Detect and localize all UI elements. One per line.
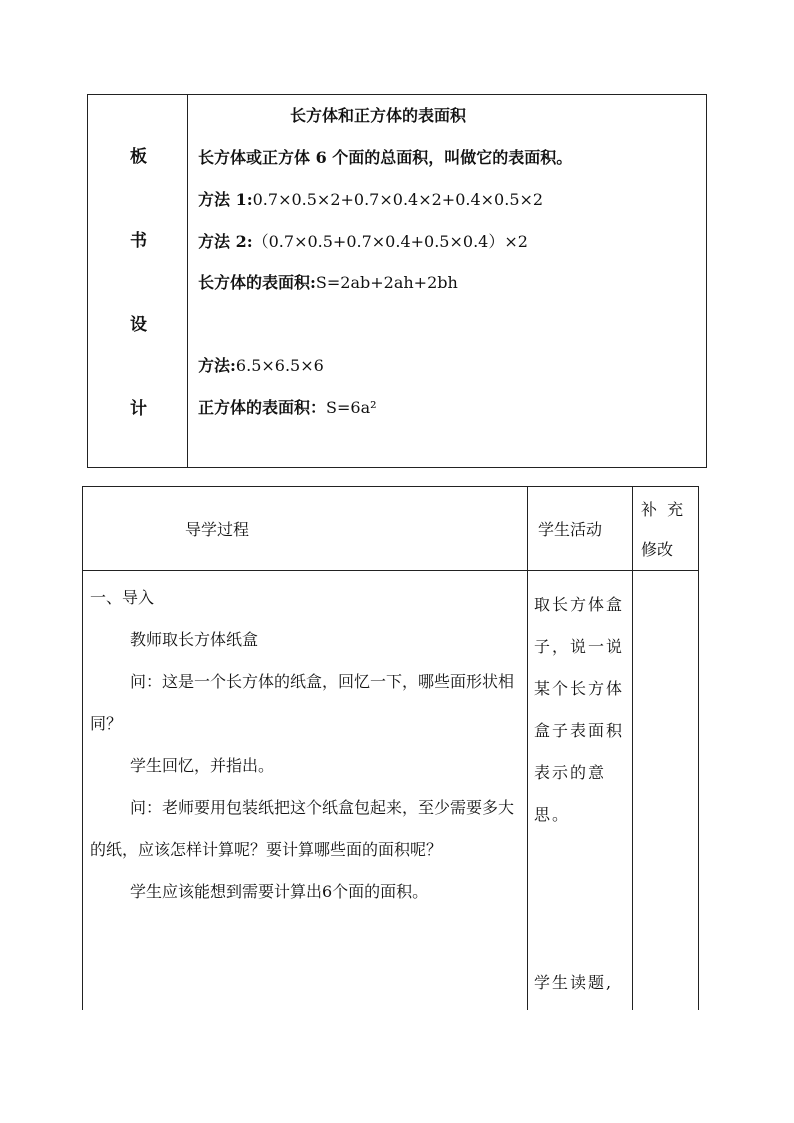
method-2 [198, 231, 528, 253]
cube-formula: S=6a² [326, 398, 377, 417]
process-content [90, 577, 522, 913]
activity-content [534, 584, 627, 1004]
method-1-label: 方法 1: [198, 190, 253, 209]
process-paragraph: 学生回忆，并指出。 [130, 756, 275, 775]
cube-formula-label: 正方体的表面积： [198, 398, 327, 417]
process-paragraph: 问：这是一个长方体的纸盒，回忆一下，哪些面形状相同？ [90, 672, 515, 733]
board-content [198, 95, 700, 467]
method-1 [198, 189, 543, 211]
column-divider [527, 487, 528, 1010]
method-2-formula: （0.7×0.5+0.7×0.4+0.5×0.4）×2 [252, 232, 528, 251]
method-1-formula: 0.7×0.5×2+0.7×0.4×2+0.4×0.5×2 [252, 190, 544, 209]
activity-paragraph: 取长方体盒子，说一说某个长方体盒子表面积表示的意思。 [534, 595, 625, 824]
header-activity: 学生活动 [538, 520, 603, 539]
board-title: 长方体和正方体的表面积 [290, 106, 467, 125]
cuboid-formula-line [198, 272, 458, 294]
header-supplement-line-1: 补 充 [641, 500, 684, 519]
header-process: 导学过程 [185, 520, 250, 539]
board-design-table [87, 94, 707, 468]
method-3-formula: 6.5×6.5×6 [235, 356, 324, 375]
cuboid-formula-label: 长方体的表面积: [198, 273, 316, 292]
cube-formula-line [198, 397, 377, 419]
process-paragraph: 一、导入 [90, 588, 155, 607]
process-paragraph: 问：老师要用包装纸把这个纸盒包起来，至少需要多大的纸，应该怎样计算呢？要计算哪些面的面积呢？ [90, 798, 515, 859]
activity-paragraph: 学生读题, [534, 973, 614, 992]
column-divider [632, 487, 633, 1010]
surface-area-definition: 长方体或正方体 6 个面的总面积，叫做它的表面积。 [198, 148, 573, 167]
board-side-char: 书 [130, 231, 147, 251]
lesson-process-table [82, 486, 699, 1010]
cuboid-formula: S=2ab+2ah+2bh [315, 273, 458, 292]
header-supplement-line-2: 修改 [641, 540, 674, 559]
board-side-char: 板 [130, 147, 147, 167]
method-3-label: 方法: [198, 356, 236, 375]
process-paragraph: 教师取长方体纸盒 [130, 630, 259, 649]
board-side-char: 计 [130, 399, 147, 419]
header-divider [83, 570, 698, 571]
board-side-column [88, 95, 188, 467]
process-paragraph: 学生应该能想到需要计算出6个面的面积。 [130, 882, 429, 901]
board-side-char: 设 [130, 315, 147, 335]
method-2-label: 方法 2: [198, 232, 253, 251]
method-3 [198, 355, 324, 377]
